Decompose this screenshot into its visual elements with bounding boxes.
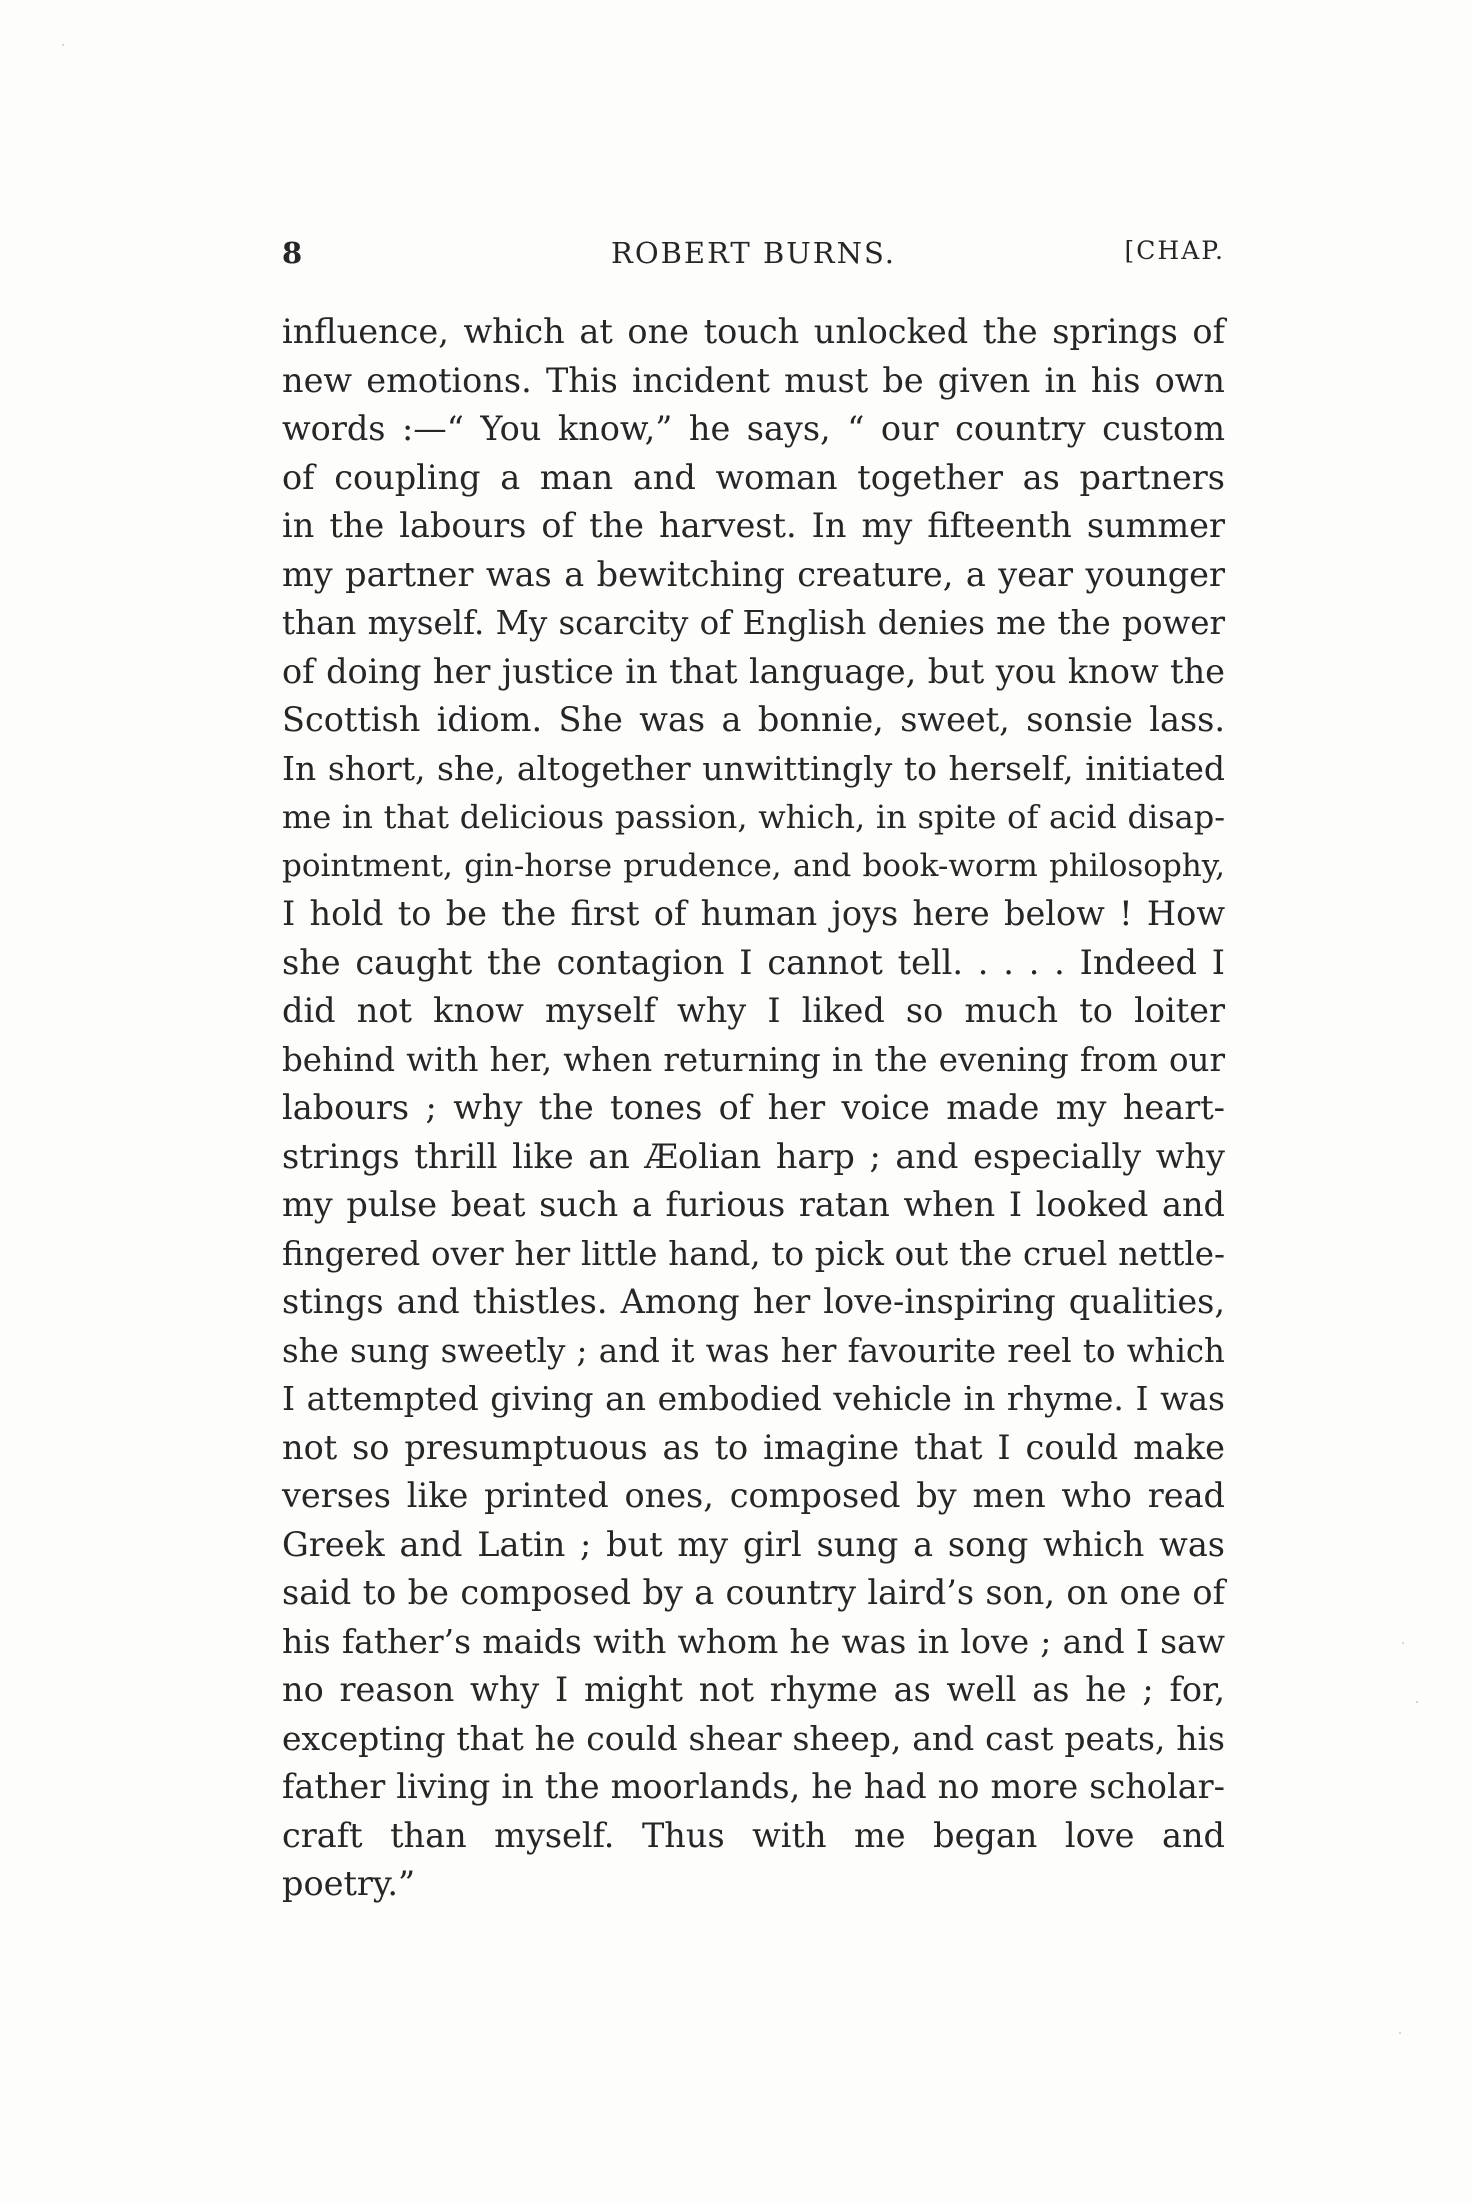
text-line: Scottish idiom. She was a bonnie, sweet, sonsie lass. — [282, 700, 1225, 739]
text-line: not so presumptuous as to imagine that I could make — [282, 1427, 1225, 1467]
text-line: me in that delicious passion, which, in spite of acid disap- — [282, 798, 1225, 836]
running-head — [282, 236, 1225, 276]
text-line: Greek and Latin ; but my girl sung a song which was — [282, 1524, 1225, 1564]
chapter-mark: [CHAP. — [1124, 236, 1225, 265]
text-line: influence, which at one touch unlocked the springs of — [282, 312, 1225, 351]
text-line: In short, she, altogether unwittingly to herself, initiated — [282, 748, 1225, 788]
paper-speck — [1399, 2032, 1401, 2034]
text-line: my partner was a bewitching creature, a year younger — [282, 554, 1225, 594]
text-line: in the labours of the harvest. In my fifteenth summer — [282, 506, 1225, 545]
running-title: ROBERT BURNS. — [611, 236, 896, 270]
text-line: his father’s maids with whom he was in love ; and I saw — [282, 1621, 1225, 1661]
text-line: I attempted giving an embodied vehicle in rhyme. I was — [282, 1379, 1225, 1418]
text-line: verses like printed ones, composed by men who read — [282, 1476, 1225, 1515]
text-line: than myself. My scarcity of English denies me the power — [282, 604, 1225, 642]
text-line: father living in the moorlands, he had no more scholar- — [282, 1767, 1225, 1806]
text-line: of doing her justice in that language, but you know the — [282, 651, 1225, 691]
text-line: craft than myself. Thus with me began love and — [282, 1815, 1225, 1855]
paper-speck — [1416, 1701, 1418, 1703]
text-line: stings and thistles. Among her love-inspiring qualities, — [282, 1282, 1225, 1321]
text-line: of coupling a man and woman together as partners — [282, 457, 1225, 497]
text-line: words :—“ You know,” he says, “ our country custom — [282, 409, 1225, 448]
text-line: pointment, gin-horse prudence, and book-worm philosophy, — [282, 847, 1225, 884]
text-line: fingered over her little hand, to pick out the cruel nettle- — [282, 1234, 1225, 1273]
text-line: labours ; why the tones of her voice made my heart- — [282, 1088, 1225, 1127]
paper-speck — [62, 44, 64, 46]
text-line: excepting that he could shear sheep, and cast peats, his — [282, 1718, 1225, 1758]
page-number: 8 — [282, 236, 304, 270]
text-line: behind with her, when returning in the evening from our — [282, 1040, 1225, 1079]
text-line: she sung sweetly ; and it was her favourite reel to which — [282, 1331, 1225, 1370]
text-line: my pulse beat such a furious ratan when I looked and — [282, 1185, 1225, 1224]
text-line: strings thrill like an Æolian harp ; and especially why — [282, 1136, 1225, 1176]
text-line: new emotions. This incident must be given in his own — [282, 360, 1225, 400]
text-line: no reason why I might not rhyme as well as he ; for, — [282, 1670, 1225, 1709]
paper-speck — [1402, 1642, 1404, 1644]
text-line: said to be composed by a country laird’s son, on one of — [282, 1573, 1225, 1612]
text-line: I hold to be the first of human joys here below ! How — [282, 894, 1225, 933]
text-line: she caught the contagion I cannot tell. . . . . Indeed I — [282, 942, 1225, 982]
text-line: poetry.” — [282, 1864, 416, 1903]
text-line: did not know myself why I liked so much to loiter — [282, 991, 1225, 1030]
body-text — [282, 308, 1225, 1909]
